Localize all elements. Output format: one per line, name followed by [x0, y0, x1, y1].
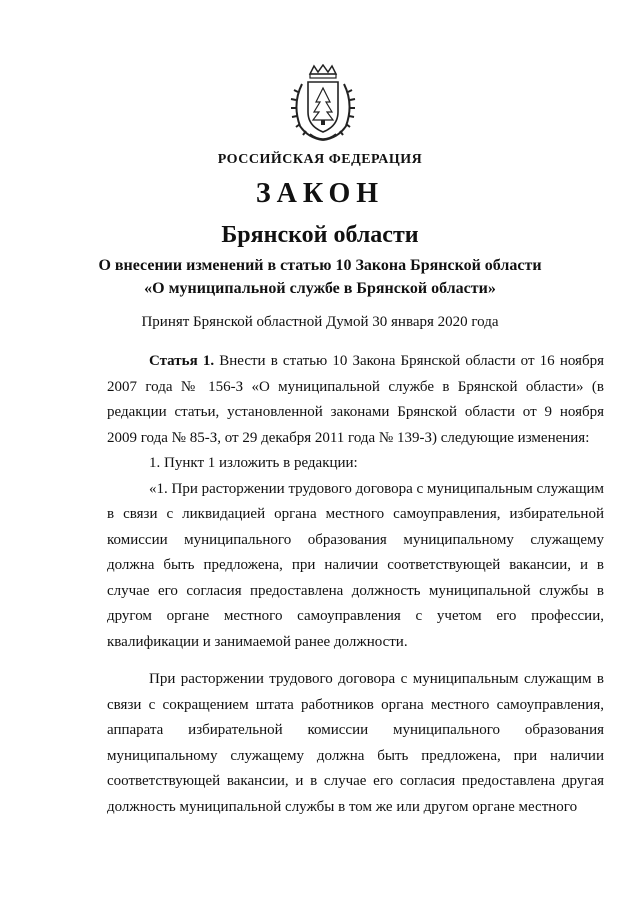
- article-1-intro: [107, 349, 604, 451]
- item-1: 1. Пункт 1 изложить в редакции:: [149, 455, 358, 471]
- law-title-line-2: «О муниципальной службе в Брянской области»: [144, 280, 496, 297]
- quoted-paragraph-2: При расторжении трудового договора с муниципальным служащим в связи с сокращением штата работников органа местного самоуправления, аппарата избирательной комиссии муниципального образования муниципальному служащему должна быть предложена, при наличии соответствующей вакансии, и в случае его согласия предоставлена другая должность муниципальной службы в том же или другом органе местного: [107, 671, 604, 815]
- document-body: [107, 349, 604, 820]
- document-type-heading: ЗАКОН: [255, 178, 385, 209]
- law-title-line-1: О внесении изменений в статью 10 Закона Брянской области: [98, 257, 542, 274]
- region-heading: Брянской области: [221, 222, 419, 248]
- country-heading: РОССИЙСКАЯ ФЕДЕРАЦИЯ: [217, 152, 423, 167]
- adoption-note: Принят Брянской областной Думой 30 января 2020 года: [141, 314, 499, 330]
- coat-of-arms-icon: [288, 64, 358, 144]
- article-intro-text: Внести в статью 10 Закона Брянской области от 16 ноября 2007 года № 156-З «О муниципальной службе в Брянской области» (в редакции статьи, установленной законами Брянской области от 9 ноября 2009 года № 85-З, от 29 декабря 2011 года № 139-З) следующие изменения:: [107, 353, 604, 446]
- quoted-paragraph-1: «1. При расторжении трудового договора с муниципальным служащим в связи с ликвидацией органа местного самоуправления, избирательной комиссии муниципального образования муниципальному служащему должна быть предложена, при наличии соответствующей вакансии, и в случае его согласия предоставлена должность муниципальной службы в другом органе местного самоуправления с учетом его профессии, квалификации и занимаемой ранее должности.: [107, 480, 605, 650]
- article-label: Статья 1.: [149, 353, 215, 369]
